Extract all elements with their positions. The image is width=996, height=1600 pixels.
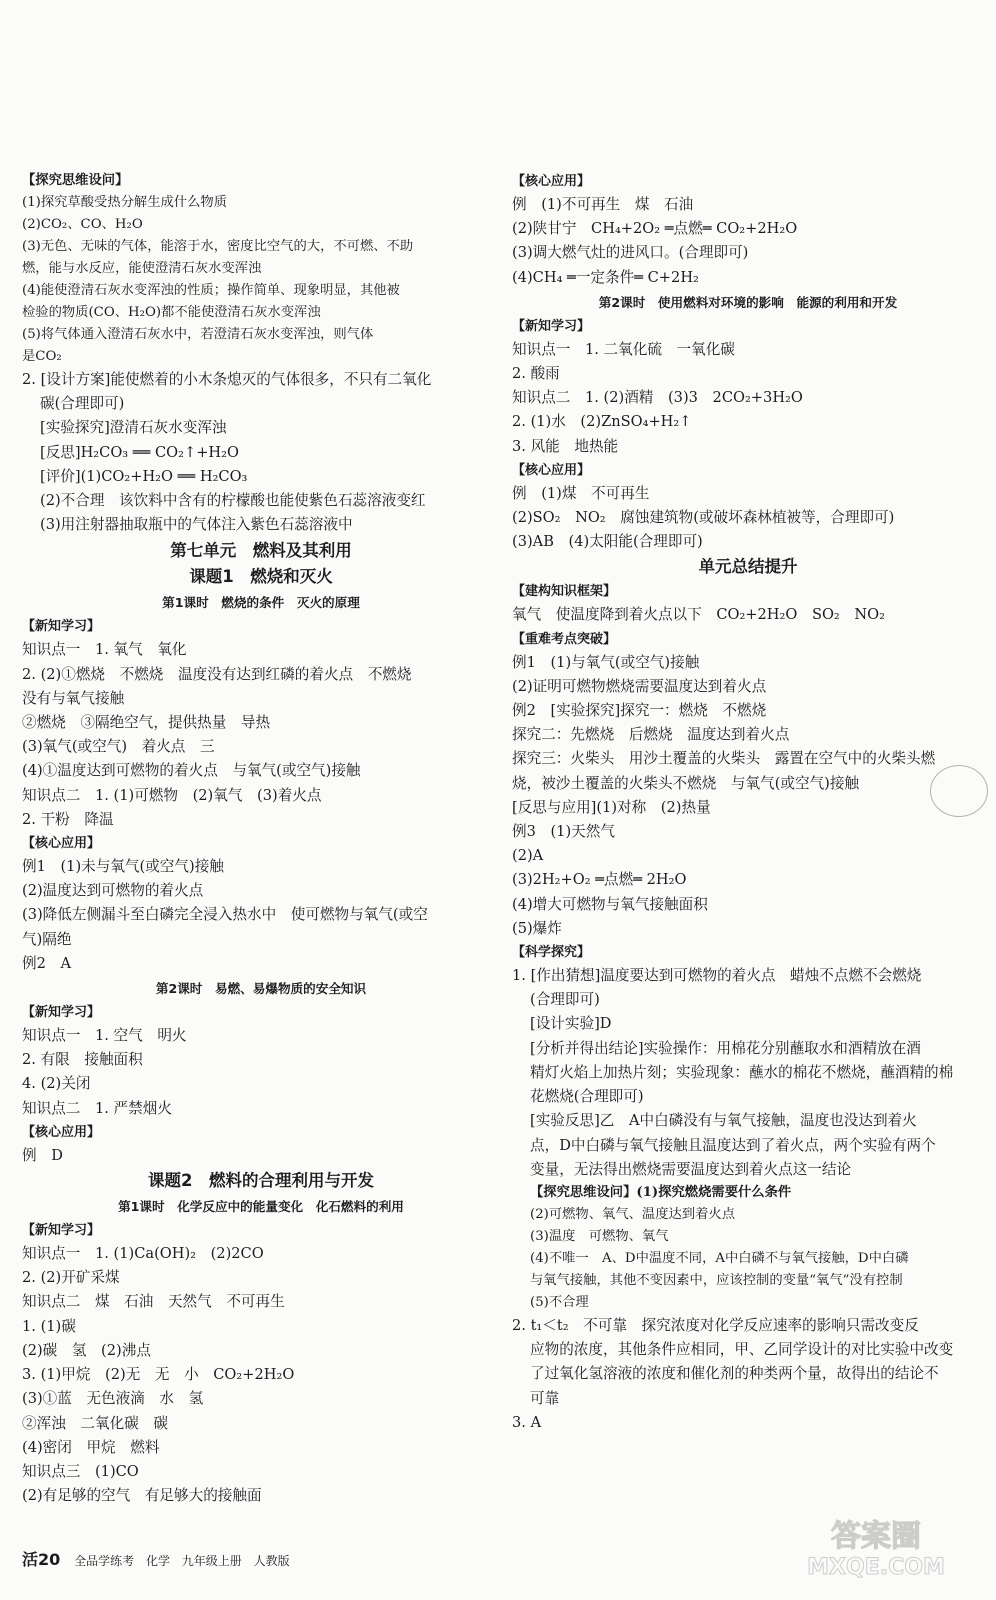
left-column xyxy=(22,170,500,1508)
right-line: 烧，被沙土覆盖的火柴头不燃烧 与氧气(或空气)接触 xyxy=(512,774,860,792)
right-line: (3)2H₂+O₂ ═点燃═ 2H₂O xyxy=(512,871,687,889)
right-line: 应物的浓度，其他条件应相同，甲、乙同学设计的对比实验中改变 xyxy=(530,1341,954,1359)
left-line: (4)①温度达到可燃物的着火点 与氧气(或空气)接触 xyxy=(22,762,361,780)
left-line: 知识点二 煤 石油 天然气 不可再生 xyxy=(22,1293,285,1311)
right-line: (3)温度 可燃物、氧气 xyxy=(530,1228,669,1244)
left-line: 【新知学习】 xyxy=(22,1223,101,1239)
watermark-bottom: MXQE.COM xyxy=(807,1555,945,1580)
right-line: (3)调大燃气灶的进风口。(合理即可) xyxy=(512,244,749,262)
left-line: (3)用注射器抽取瓶中的气体注入紫色石蕊溶液中 xyxy=(40,516,353,534)
right-line: (2)可燃物、氧气、温度达到着火点 xyxy=(530,1206,735,1222)
left-line: 1. (1)碳 xyxy=(22,1317,76,1335)
left-line: 没有与氧气接触 xyxy=(22,689,125,707)
left-line: ②燃烧 ③隔绝空气，提供热量 导热 xyxy=(22,714,271,732)
page-number: 活20 xyxy=(22,1550,61,1569)
right-line: (5)爆炸 xyxy=(512,919,562,937)
right-column xyxy=(512,170,984,1435)
left-line: 2. 有限 接触面积 xyxy=(22,1051,143,1069)
right-line: 2. (1)水 (2)ZnSO₄+H₂↑ xyxy=(512,413,692,431)
left-line: 知识点二 1. (1)可燃物 (2)氧气 (3)着火点 xyxy=(22,786,322,804)
subject: 化学 xyxy=(145,1554,170,1568)
right-line: 【新知学习】 xyxy=(512,318,591,334)
right-line: 3. 风能 地热能 xyxy=(512,437,619,455)
left-line: 【核心应用】 xyxy=(22,1124,101,1140)
left-line: [评价](1)CO₂+H₂O ══ H₂CO₃ xyxy=(40,467,248,485)
left-line: 课题2 燃料的合理利用与开发 xyxy=(148,1171,374,1191)
left-line: 气)隔绝 xyxy=(22,930,72,948)
left-line: 2. (2)①燃烧 不燃烧 温度没有达到红磷的着火点 不燃烧 xyxy=(22,665,412,683)
right-line: 探究二：先燃烧 后燃烧 温度达到着火点 xyxy=(512,726,790,744)
left-line: (3)降低左侧漏斗至白磷完全浸入热水中 使可燃物与氧气(或空 xyxy=(22,906,428,924)
right-line: 例 (1)煤 不可再生 xyxy=(512,484,650,502)
right-line: 【科学探究】 xyxy=(512,945,591,961)
right-line: 点，D中白磷与氧气接触且温度达到了着火点，两个实验有两个 xyxy=(530,1136,936,1154)
right-line: 单元总结提升 xyxy=(698,557,798,577)
left-line: 课题1 燃烧和灭火 xyxy=(189,567,333,587)
left-line: 知识点一 1. (1)Ca(OH)₂ (2)2CO xyxy=(22,1245,264,1263)
right-line: [分析并得出结论]实验操作：用棉花分别蘸取水和酒精放在酒 xyxy=(530,1039,921,1057)
right-line: 【建构知识框架】 xyxy=(512,584,617,600)
right-line: [实验反思]乙 A中白磷没有与氧气接触，温度也没达到着火 xyxy=(530,1112,917,1130)
right-line: (4)CH₄ ═一定条件═ C+2H₂ xyxy=(512,268,699,286)
stamp-mark xyxy=(930,765,988,817)
left-line: (4)能使澄清石灰水变浑浊的性质；操作简单、现象明显，其他被 xyxy=(22,283,400,298)
left-line: 例2 A xyxy=(22,954,72,972)
right-line: (2)A xyxy=(512,847,544,865)
left-line: 2. (2)开矿采煤 xyxy=(22,1269,120,1287)
right-line: [反思与应用](1)对称 (2)热量 xyxy=(512,798,711,816)
right-line: (4)不唯一 A、D中温度不同，A中白磷不与氧气接触，D中白磷 xyxy=(530,1250,909,1266)
left-line: 【探究思维设问】 xyxy=(22,173,129,188)
left-line: (2)不合理 该饮料中含有的柠檬酸也能使紫色石蕊溶液变红 xyxy=(40,492,426,510)
right-line: 例 (1)不可再生 煤 石油 xyxy=(512,196,694,213)
right-line: [设计实验]D xyxy=(530,1015,612,1033)
right-line: 【核心应用】 xyxy=(512,462,591,478)
right-line: 氧气 使温度降到着火点以下 CO₂+2H₂O SO₂ NO₂ xyxy=(512,606,885,624)
right-line: 2. t₁＜t₂ 不可靠 探究浓度对化学反应速率的影响只需改变反 xyxy=(512,1316,919,1334)
watermark-top: 答案圈 xyxy=(831,1519,921,1554)
left-line: 知识点一 1. 空气 明火 xyxy=(22,1027,187,1045)
left-line: (3)氧气(或空气) 着火点 三 xyxy=(22,738,215,756)
left-line: 【新知学习】 xyxy=(22,1005,101,1021)
right-line: 可靠 xyxy=(530,1389,560,1407)
left-line: (4)密闭 甲烷 燃料 xyxy=(22,1438,160,1456)
right-line: 知识点一 1. 二氧化硫 一氧化碳 xyxy=(512,340,735,358)
right-line: 例2 [实验探究]探究一：燃烧 不燃烧 xyxy=(512,702,767,720)
right-line: (2)陕甘宁 CH₄+2O₂ ═点燃═ CO₂+2H₂O xyxy=(512,220,798,238)
left-line: 3. (1)甲烷 (2)无 无 小 CO₂+2H₂O xyxy=(22,1366,295,1384)
right-line: (3)AB (4)太阳能(合理即可) xyxy=(512,533,703,551)
left-line: ②浑浊 二氧化碳 碳 xyxy=(22,1414,168,1432)
left-line: (3)无色、无味的气体，能溶于水，密度比空气的大，不可燃、不助 xyxy=(22,239,414,254)
watermark-logo xyxy=(776,1512,976,1582)
left-line: [反思]H₂CO₃ ══ CO₂↑+H₂O xyxy=(40,443,239,461)
right-line: (2)SO₂ NO₂ 腐蚀建筑物(或破坏森林植被等，合理即可) xyxy=(512,509,895,527)
book-series: 全品学练考 xyxy=(74,1554,135,1568)
left-line: 知识点二 1. 严禁烟火 xyxy=(22,1099,172,1117)
left-line: (5)将气体通入澄清石灰水中，若澄清石灰水变浑浊，则气体 xyxy=(22,327,374,342)
left-line: 4. (2)关闭 xyxy=(22,1075,91,1093)
left-line: 第1课时 化学反应中的能量变化 化石燃料的利用 xyxy=(118,1199,404,1215)
left-line: 检验的物质(CO、H₂O)都不能使澄清石灰水变浑浊 xyxy=(22,305,321,320)
left-line: (2)有足够的空气 有足够大的接触面 xyxy=(22,1487,262,1505)
left-line: 2. [设计方案]能使燃着的小木条熄灭的气体很多，不只有二氧化 xyxy=(22,371,432,388)
left-line: 第2课时 易燃、易爆物质的安全知识 xyxy=(155,981,367,997)
left-line: 燃，能与水反应，能使澄清石灰水变浑浊 xyxy=(22,261,262,276)
left-line: (2)温度达到可燃物的着火点 xyxy=(22,882,204,900)
left-line: (2)碳 氢 (2)沸点 xyxy=(22,1341,151,1359)
left-line: 例1 (1)未与氧气(或空气)接触 xyxy=(22,858,224,876)
right-line: 3. A xyxy=(512,1413,542,1431)
right-line: (2)证明可燃物燃烧需要温度达到着火点 xyxy=(512,677,767,695)
right-line: 第2课时 使用燃料对环境的影响 能源的利用和开发 xyxy=(598,294,898,310)
right-line: 与氧气接触，其他不变因素中，应该控制的变量“氧气”没有控制 xyxy=(530,1272,903,1288)
right-line: 花燃烧(合理即可) xyxy=(530,1088,644,1106)
right-line: 【探究思维设问】(1)探究燃烧需要什么条件 xyxy=(530,1184,792,1200)
page-footer xyxy=(22,1547,298,1570)
left-line: [实验探究]澄清石灰水变浑浊 xyxy=(40,419,227,437)
left-line: 第七单元 燃料及其利用 xyxy=(170,541,352,561)
left-line: 是CO₂ xyxy=(22,349,62,364)
left-line: 碳(合理即可) xyxy=(40,395,125,413)
left-line: 例 D xyxy=(22,1146,63,1164)
right-line: (5)不合理 xyxy=(530,1294,589,1310)
right-line: 变量，无法得出燃烧需要温度达到着火点这一结论 xyxy=(530,1160,852,1178)
right-line: 【重难考点突破】 xyxy=(512,631,617,647)
left-line: 知识点一 1. 氧气 氧化 xyxy=(22,641,187,659)
grade: 九年级上册 xyxy=(181,1554,242,1568)
left-line: 知识点三 (1)CO xyxy=(22,1462,139,1480)
right-line: 探究三：火柴头 用沙土覆盖的火柴头 露置在空气中的火柴头燃 xyxy=(512,750,936,768)
edition: 人教版 xyxy=(253,1554,290,1568)
right-line: 例1 (1)与氧气(或空气)接触 xyxy=(512,653,700,671)
right-line: (合理即可) xyxy=(530,991,600,1009)
left-line: 【核心应用】 xyxy=(22,836,101,852)
right-line: 2. 酸雨 xyxy=(512,365,560,383)
right-line: 精灯火焰上加热片刻；实验现象：蘸水的棉花不燃烧，蘸酒精的棉 xyxy=(530,1063,954,1081)
right-line: (4)增大可燃物与氧气接触面积 xyxy=(512,895,708,913)
right-line: 例3 (1)天然气 xyxy=(512,823,615,841)
left-line: (3)①蓝 无色液滴 水 氢 xyxy=(22,1390,204,1408)
left-line: 【新知学习】 xyxy=(22,619,101,635)
right-line: 知识点二 1. (2)酒精 (3)3 2CO₂+3H₂O xyxy=(512,389,803,407)
left-line: 第1课时 燃烧的条件 灭火的原理 xyxy=(162,595,360,611)
right-line: 了过氧化氢溶液的浓度和催化剂的种类两个量，故得出的结论不 xyxy=(530,1365,939,1383)
left-line: (1)探究草酸受热分解生成什么物质 xyxy=(22,195,227,210)
left-line: 2. 干粉 降温 xyxy=(22,810,114,828)
right-line: 1. [作出猜想]温度要达到可燃物的着火点 蜡烛不点燃不会燃烧 xyxy=(512,967,922,985)
left-line: (2)CO₂、CO、H₂O xyxy=(22,217,143,232)
right-line: 【核心应用】 xyxy=(512,174,591,189)
